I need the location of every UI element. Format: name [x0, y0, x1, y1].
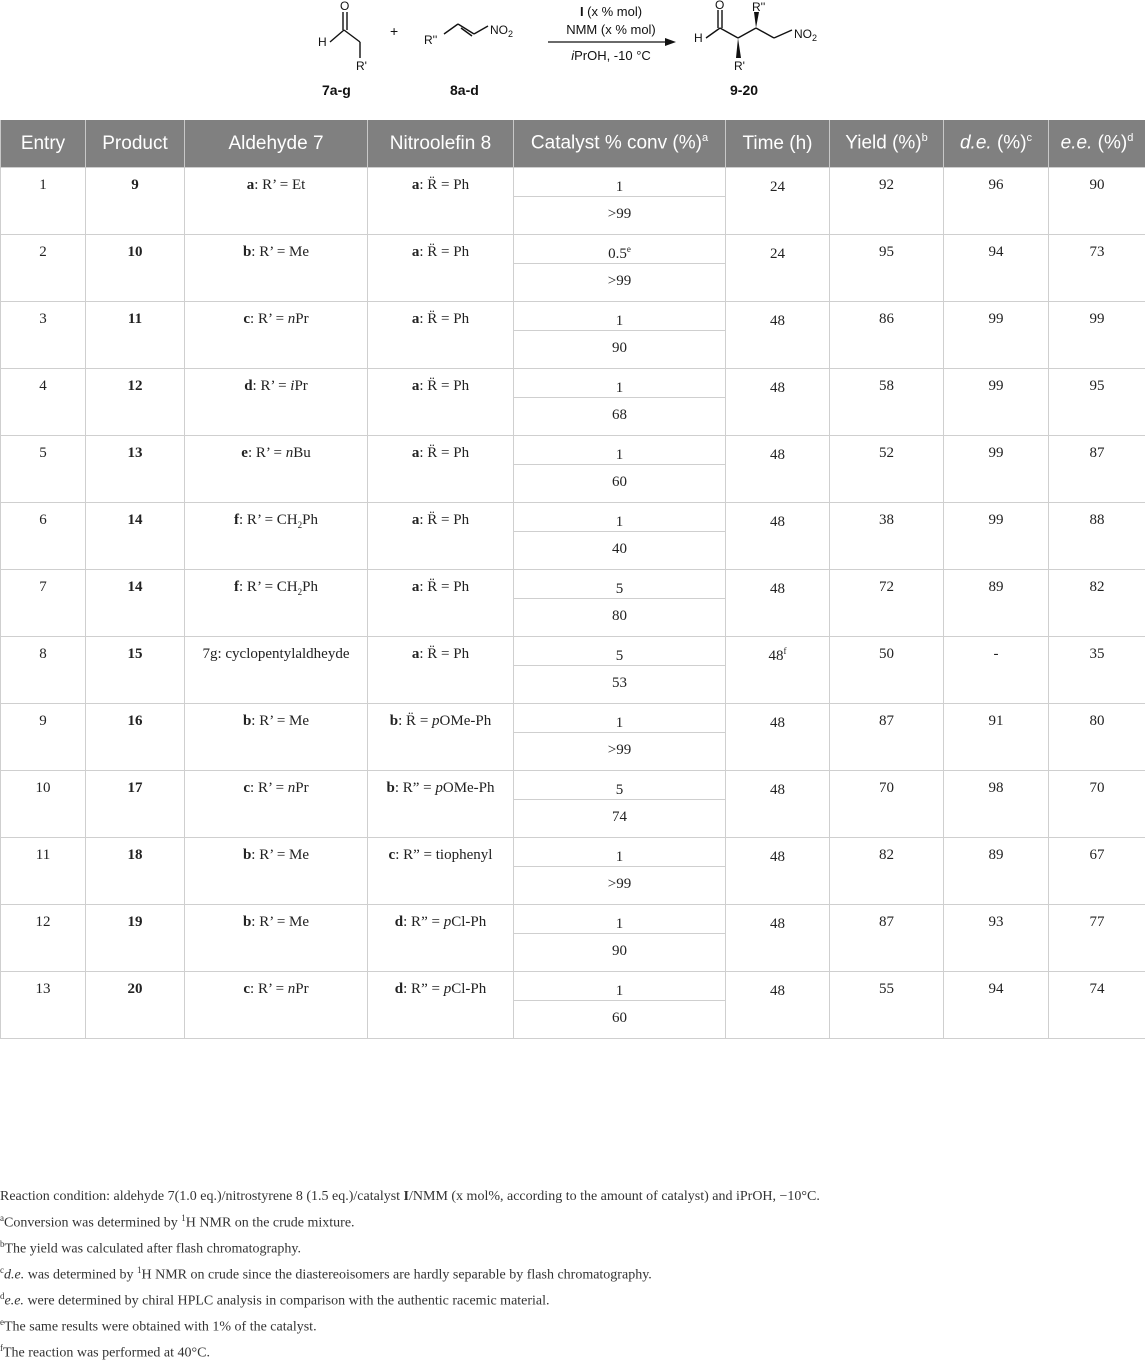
cell-catalyst-loading: 1	[514, 302, 726, 331]
cell-nitroolefin: b: R̈ = pOMe-Ph	[368, 704, 514, 771]
cell-yield: 87	[830, 905, 944, 972]
cell-entry: 9	[1, 704, 86, 771]
conditions-line-1: I (x % mol)	[580, 4, 642, 19]
cell-de: 99	[944, 503, 1049, 570]
cell-ee: 87	[1049, 436, 1145, 503]
cell-de: 93	[944, 905, 1049, 972]
product-compound-label: 9-20	[730, 82, 758, 98]
cell-entry: 3	[1, 302, 86, 369]
cell-de: 94	[944, 235, 1049, 302]
cell-ee: 95	[1049, 369, 1145, 436]
cell-yield: 72	[830, 570, 944, 637]
cell-time: 24	[726, 168, 830, 235]
cell-conversion: 60	[514, 465, 726, 503]
aldehyde-compound-label: 7a-g	[322, 82, 351, 98]
cell-nitroolefin: a: R̈ = Ph	[368, 235, 514, 302]
cell-de: 89	[944, 838, 1049, 905]
footnote-a: $^a$Conversion was determined by $^1$H NMR on the crude mixture.	[0, 1208, 1145, 1234]
cell-conversion: 60	[514, 1001, 726, 1039]
cell-catalyst-loading: 1	[514, 436, 726, 465]
cell-aldehyde: f: R’ = $CH_2Ph$	[185, 503, 368, 570]
cell-aldehyde: e: R’ = nBu	[185, 436, 368, 503]
cell-nitroolefin: a: R̈ = Ph	[368, 436, 514, 503]
cell-entry: 12	[1, 905, 86, 972]
cell-catalyst-loading: 1	[514, 905, 726, 934]
product-no2-label: $NO_2$	[794, 27, 817, 43]
cell-ee: 88	[1049, 503, 1145, 570]
cell-ee: 67	[1049, 838, 1145, 905]
cell-yield: 38	[830, 503, 944, 570]
cell-product: 13	[86, 436, 185, 503]
cell-product: 14	[86, 570, 185, 637]
product-wedge-top	[754, 12, 759, 28]
cell-time: 48	[726, 503, 830, 570]
cell-time: 48$^f$	[726, 637, 830, 704]
aldehyde-structure	[330, 12, 360, 58]
cell-time: 48	[726, 369, 830, 436]
cell-de: 89	[944, 570, 1049, 637]
footnote-b: $^b$The yield was calculated after flash chromatography.	[0, 1234, 1145, 1260]
footnote-f: $^f$The reaction was performed at 40°C.	[0, 1338, 1145, 1364]
table-row	[1, 369, 1145, 398]
cell-entry: 6	[1, 503, 86, 570]
cell-ee: 70	[1049, 771, 1145, 838]
cell-conversion: 68	[514, 398, 726, 436]
cell-de: 99	[944, 369, 1049, 436]
header-aldehyde: Aldehyde 7	[185, 120, 368, 168]
cell-aldehyde: b: R’ = Me	[185, 838, 368, 905]
table-row	[1, 168, 1145, 197]
nitroolefin-no2-label: $NO_2$	[490, 23, 513, 39]
footnote-conditions: Reaction condition: aldehyde 7(1.0 eq.)/nitrostyrene 8 (1.5 eq.)/catalyst I/NMM (x mol%, according to the amount of catalyst) and iPrOH, −10°C.	[0, 1187, 1145, 1208]
cell-catalyst-loading: 5	[514, 771, 726, 800]
cell-ee: 77	[1049, 905, 1145, 972]
header-product: Product	[86, 120, 185, 168]
reaction-scheme	[0, 0, 1145, 110]
cell-conversion: >99	[514, 197, 726, 235]
cell-time: 48	[726, 570, 830, 637]
cell-yield: 95	[830, 235, 944, 302]
header-de: d.e. (%)$^c$	[944, 120, 1049, 168]
table-row	[1, 704, 1145, 733]
cell-yield: 58	[830, 369, 944, 436]
header-nitroolefin: Nitroolefin 8	[368, 120, 514, 168]
cell-entry: 10	[1, 771, 86, 838]
cell-conversion: 53	[514, 666, 726, 704]
product-r-top-label: R''	[752, 0, 765, 14]
product-structure	[706, 10, 792, 38]
product-r-bottom-label: R'	[734, 59, 745, 73]
cell-nitroolefin: a: R̈ = Ph	[368, 503, 514, 570]
table-row	[1, 972, 1145, 1001]
cell-aldehyde: f: R’ = $CH_2Ph$	[185, 570, 368, 637]
table-row	[1, 302, 1145, 331]
cell-yield: 86	[830, 302, 944, 369]
cell-de: 98	[944, 771, 1049, 838]
cell-yield: 92	[830, 168, 944, 235]
results-table	[0, 120, 1145, 1039]
product-o-label: O	[715, 0, 724, 12]
header-entry: Entry	[1, 120, 86, 168]
cell-nitroolefin: a: R̈ = Ph	[368, 637, 514, 704]
cell-product: 9	[86, 168, 185, 235]
cell-aldehyde: 7g: cyclopentylaldheyde	[185, 637, 368, 704]
cell-nitroolefin: c: R” = tiophenyl	[368, 838, 514, 905]
cell-entry: 1	[1, 168, 86, 235]
cell-product: 11	[86, 302, 185, 369]
product-wedge-bottom	[736, 38, 741, 58]
cell-nitroolefin: b: R” = pOMe-Ph	[368, 771, 514, 838]
cell-product: 16	[86, 704, 185, 771]
footnote-e: $^e$The same results were obtained with 1% of the catalyst.	[0, 1312, 1145, 1338]
cell-conversion: 74	[514, 800, 726, 838]
cell-product: 20	[86, 972, 185, 1039]
cell-de: 96	[944, 168, 1049, 235]
cell-yield: 55	[830, 972, 944, 1039]
cell-conversion: >99	[514, 867, 726, 905]
cell-aldehyde: b: R’ = Me	[185, 905, 368, 972]
header-row	[1, 120, 1145, 168]
conditions-line-2: NMM (x % mol)	[566, 22, 656, 37]
cell-catalyst-loading: 0.5e	[514, 235, 726, 264]
header-time: Time (h)	[726, 120, 830, 168]
nitroolefin-r-label: R''	[424, 33, 437, 47]
cell-de: 99	[944, 436, 1049, 503]
plus-sign: +	[390, 23, 398, 39]
cell-catalyst-loading: 1	[514, 503, 726, 532]
footnote-c: $^c$d.e. was determined by $^1$H NMR on crude since the diastereoisomers are hardly separable by flash chromatography.	[0, 1260, 1145, 1286]
cell-yield: 70	[830, 771, 944, 838]
cell-ee: 74	[1049, 972, 1145, 1039]
cell-aldehyde: b: R’ = Me	[185, 704, 368, 771]
cell-ee: 82	[1049, 570, 1145, 637]
cell-aldehyde: c: R’ = nPr	[185, 972, 368, 1039]
cell-yield: 50	[830, 637, 944, 704]
table-row	[1, 235, 1145, 264]
cell-time: 48	[726, 972, 830, 1039]
cell-entry: 5	[1, 436, 86, 503]
table-row	[1, 570, 1145, 599]
cell-conversion: 80	[514, 599, 726, 637]
aldehyde-r-label: R'	[356, 59, 367, 73]
cell-aldehyde: b: R’ = Me	[185, 235, 368, 302]
cell-catalyst-loading: 1	[514, 838, 726, 867]
cell-conversion: 90	[514, 331, 726, 369]
cell-catalyst-loading: 5	[514, 637, 726, 666]
product-h-label: H	[694, 31, 703, 45]
cell-conversion: >99	[514, 264, 726, 302]
cell-de: -	[944, 637, 1049, 704]
cell-nitroolefin: a: R̈ = Ph	[368, 168, 514, 235]
cell-product: 17	[86, 771, 185, 838]
footnote-d: $^d$e.e. were determined by chiral HPLC analysis in comparison with the authentic racemic material.	[0, 1286, 1145, 1312]
footnotes	[0, 1187, 1145, 1364]
cell-ee: 90	[1049, 168, 1145, 235]
cell-product: 15	[86, 637, 185, 704]
aldehyde-h-label: H	[318, 35, 327, 49]
table-row	[1, 503, 1145, 532]
cell-nitroolefin: a: R̈ = Ph	[368, 302, 514, 369]
cell-time: 48	[726, 436, 830, 503]
cell-time: 48	[726, 704, 830, 771]
aldehyde-o-label: O	[340, 0, 349, 13]
cell-nitroolefin: d: R” = pCl-Ph	[368, 905, 514, 972]
cell-ee: 99	[1049, 302, 1145, 369]
cell-entry: 11	[1, 838, 86, 905]
cell-entry: 2	[1, 235, 86, 302]
cell-time: 48	[726, 838, 830, 905]
cell-catalyst-loading: 1	[514, 168, 726, 197]
cell-product: 18	[86, 838, 185, 905]
cell-catalyst-loading: 5	[514, 570, 726, 599]
header-ee: e.e. (%)$^d$	[1049, 120, 1145, 168]
cell-nitroolefin: d: R” = pCl-Ph	[368, 972, 514, 1039]
cell-ee: 80	[1049, 704, 1145, 771]
cell-entry: 13	[1, 972, 86, 1039]
table-row	[1, 838, 1145, 867]
cell-aldehyde: a: R’ = Et	[185, 168, 368, 235]
header-catalyst: Catalyst % conv (%)$^a$	[514, 120, 726, 168]
reaction-arrowhead	[665, 38, 676, 46]
cell-product: 12	[86, 369, 185, 436]
table-body	[1, 168, 1145, 1039]
cell-product: 14	[86, 503, 185, 570]
cell-nitroolefin: a: R̈ = Ph	[368, 369, 514, 436]
cell-catalyst-loading: 1	[514, 704, 726, 733]
cell-yield: 82	[830, 838, 944, 905]
cell-nitroolefin: a: R̈ = Ph	[368, 570, 514, 637]
cell-product: 19	[86, 905, 185, 972]
cell-conversion: 90	[514, 934, 726, 972]
cell-aldehyde: d: R’ = iPr	[185, 369, 368, 436]
cell-entry: 4	[1, 369, 86, 436]
cell-time: 48	[726, 302, 830, 369]
cell-catalyst-loading: 1	[514, 369, 726, 398]
cell-catalyst-loading: 1	[514, 972, 726, 1001]
cell-yield: 87	[830, 704, 944, 771]
cell-aldehyde: c: R’ = nPr	[185, 771, 368, 838]
cell-de: 91	[944, 704, 1049, 771]
cell-time: 24	[726, 235, 830, 302]
conditions-line-3: iPrOH, -10 °C	[571, 48, 651, 63]
table-row	[1, 637, 1145, 666]
cell-aldehyde: c: R’ = nPr	[185, 302, 368, 369]
header-yield: Yield (%)$^b$	[830, 120, 944, 168]
cell-time: 48	[726, 905, 830, 972]
cell-ee: 35	[1049, 637, 1145, 704]
cell-yield: 52	[830, 436, 944, 503]
cell-time: 48	[726, 771, 830, 838]
cell-de: 94	[944, 972, 1049, 1039]
cell-conversion: >99	[514, 733, 726, 771]
table-row	[1, 905, 1145, 934]
nitroolefin-structure	[444, 24, 488, 36]
cell-product: 10	[86, 235, 185, 302]
cell-de: 99	[944, 302, 1049, 369]
cell-entry: 7	[1, 570, 86, 637]
table-row	[1, 436, 1145, 465]
cell-entry: 8	[1, 637, 86, 704]
table-row	[1, 771, 1145, 800]
cell-ee: 73	[1049, 235, 1145, 302]
cell-conversion: 40	[514, 532, 726, 570]
nitroolefin-compound-label: 8a-d	[450, 82, 479, 98]
